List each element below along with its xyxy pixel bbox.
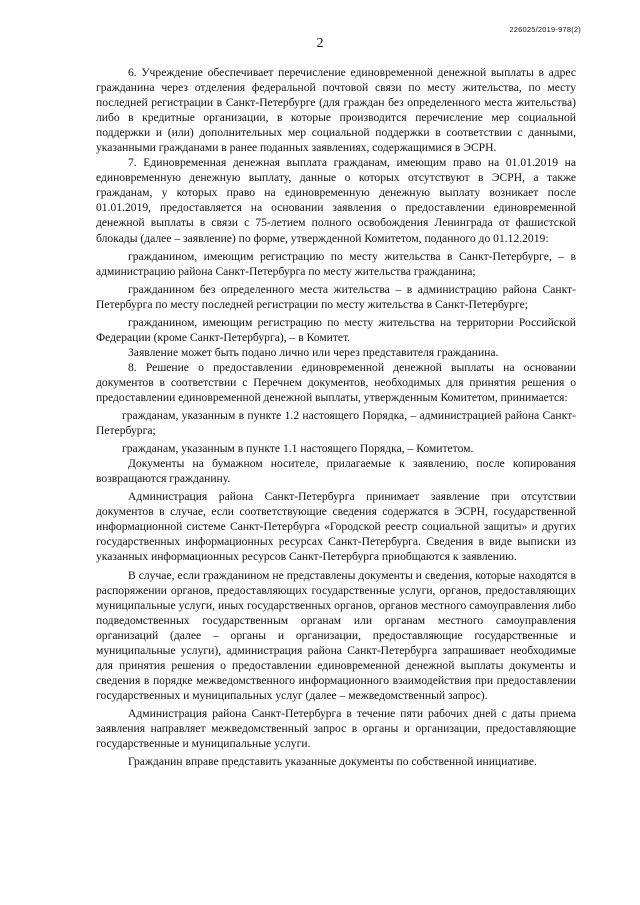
list-item-spb-resident: гражданином, имеющим регистрацию по месту жительства в Санкт-Петербурге, – в администрацию района Санкт-Петербурга по месту жительства гражданина; (96, 249, 576, 278)
document-number: 226025/2019-978(2) (509, 25, 581, 34)
paragraph-7: 7. Единовременная денежная выплата гражданам, имеющим право на 01.01.2019 на единовременную денежную выплату, данные о которых отсутствуют в ЭСРН, а также гражданам, у которых право на единовременную денежную выплату возникает после 01.01.2019, предоставляется на основании заявления о предоставлении единовременной денежной выплаты в связи с 75-летием полного освобождения Ленинграда от фашистской блокады (далее – заявление) по форме, утвержденной Комитетом, поданного до 01.12.2019: (96, 156, 576, 245)
paragraph-submission: Заявление может быть подано лично или через представителя гражданина. (128, 345, 499, 359)
paragraph-five-days: Администрация района Санкт-Петербурга в течение пяти рабочих дней с даты приема заявления направляет межведомственный запрос в органы и организации, предоставляющие государственные и муниципальные услуги. (96, 706, 576, 751)
paragraph-administration-accepts: Администрация района Санкт-Петербурга принимает заявление при отсутствии документов в случае, если соответствующие сведения содержатся в ЭСРН, государственной информационной системе Санкт-Петербурга «Городской реестр социальной защиты» и других государственных информационных ресурсах Санкт-Петербурга. Сведения в виде выписки из указанных информационных ресурсов Санкт-Петербурга приобщаются к заявлению. (96, 490, 576, 564)
document-body (96, 65, 576, 769)
paragraph-own-initiative: Гражданин вправе представить указанные документы по собственной инициативе. (128, 755, 537, 769)
paragraph-interagency-request: В случае, если гражданином не представлены документы и сведения, которые находятся в распоряжении органов, предоставляющих государственные услуги, органов, предоставляющих муниципальные услуги, иных государственных органов, органов местного самоуправления либо подведомственных государственным органам или органам местного самоуправления организаций (далее – органы и организации, предоставляющие государственные и муниципальные услуги), администрация района Санкт-Петербурга запрашивает необходимые для принятия решения о предоставлении единовременной денежной выплаты документы и сведения в порядке межведомственного информационного взаимодействия при предоставлении государственных и муниципальных услуг (далее – межведомственный запрос). (96, 568, 576, 702)
list-item-no-residence: гражданином без определенного места жительства – в администрацию района Санкт-Петербурга по месту последней регистрации по месту жительства в Санкт-Петербурге; (96, 282, 576, 311)
list-item-clause-1-2: гражданам, указанным в пункте 1.2 настоящего Порядка, – администрацией района Санкт-Петербурга; (96, 409, 576, 438)
paragraph-documents-return: Документы на бумажном носителе, прилагаемые к заявлению, после копирования возвращаются гражданину. (96, 457, 576, 486)
page-number: 2 (316, 36, 324, 51)
list-item-rf-resident: гражданином, имеющим регистрацию по месту жительства на территории Российской Федерации (кроме Санкт-Петербурга), – в Комитет. (96, 315, 576, 344)
paragraph-6: 6. Учреждение обеспечивает перечисление единовременной денежной выплаты в адрес гражданина через отделения федеральной почтовой связи по месту жительства, по месту последней регистрации в Санкт-Петербурге (для граждан без определенного места жительства) либо в кредитные организации, в которые производится перечисление мер социальной поддержки и (или) дополнительных мер социальной поддержки в соответствии с данными, указанными гражданами в ранее поданных заявлениях, содержащимися в ЭСРН. (96, 66, 576, 155)
paragraph-8: 8. Решение о предоставлении единовременной денежной выплаты на основании документов в соответствии с Перечнем документов, необходимых для принятия решения о предоставлении единовременной денежной выплаты, утвержденным Комитетом, принимается: (96, 360, 576, 404)
list-item-clause-1-1: гражданам, указанным в пункте 1.1 настоящего Порядка, – Комитетом. (122, 442, 474, 456)
